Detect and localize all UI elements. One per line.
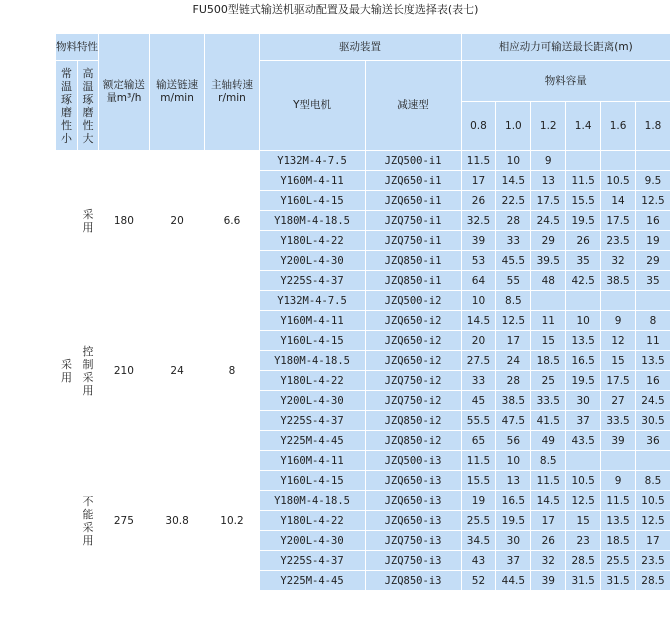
length-cell: 26 [531,531,565,550]
motor-cell: Y225S-4-37 [260,551,365,570]
length-cell: 43 [462,551,496,570]
reducer-cell: JZQ750-i3 [366,531,461,550]
length-cell: 10.5 [566,471,600,490]
length-cell: 9 [601,311,635,330]
length-cell: 47.5 [496,411,530,430]
length-cell: 14 [601,191,635,210]
header-material-volume: 物料容量 [462,61,670,101]
length-cell: 13.5 [601,511,635,530]
length-cell: 39 [601,431,635,450]
length-cell: 12.5 [636,191,670,210]
chain-speed-value: 20 [150,151,205,290]
length-cell: 28 [496,371,530,390]
length-cell: 12.5 [566,491,600,510]
length-cell: 10.5 [601,171,635,190]
length-cell: 24.5 [531,211,565,230]
length-cell: 8 [636,311,670,330]
length-cell: 23 [566,531,600,550]
motor-cell: Y160M-4-11 [260,451,365,470]
length-cell: 11.5 [462,151,496,170]
length-cell: 48 [531,271,565,290]
length-cell: 16 [636,211,670,230]
length-cell: 30.5 [636,411,670,430]
length-cell: 17 [496,331,530,350]
chain-speed-value: 24 [150,291,205,450]
length-cell: 49 [531,431,565,450]
motor-cell: Y160L-4-15 [260,191,365,210]
length-cell: 19.5 [566,371,600,390]
normal-temp-value: 采用 [56,151,77,590]
length-cell: 8.5 [636,471,670,490]
length-cell: 25.5 [462,511,496,530]
header-normal-temp: 常温琢磨性小 [56,61,77,150]
length-cell: 32.5 [462,211,496,230]
reducer-cell: JZQ850-i2 [366,411,461,430]
reducer-cell: JZQ750-i1 [366,231,461,250]
length-cell: 14.5 [462,311,496,330]
length-cell: 11.5 [566,171,600,190]
length-cell: 9 [531,151,565,170]
length-cell: 22.5 [496,191,530,210]
length-cell: 19 [462,491,496,510]
reducer-cell: JZQ850-i3 [366,571,461,590]
motor-cell: Y225S-4-37 [260,411,365,430]
length-cell: 28 [496,211,530,230]
reducer-cell: JZQ850-i2 [366,431,461,450]
length-cell: 17 [636,531,670,550]
length-cell [601,291,635,310]
length-cell: 9.5 [636,171,670,190]
length-cell: 56 [496,431,530,450]
length-cell: 15.5 [566,191,600,210]
reducer-cell: JZQ750-i3 [366,551,461,570]
motor-cell: Y225M-4-45 [260,571,365,590]
table-row [56,291,670,310]
motor-cell: Y160M-4-11 [260,311,365,330]
length-cell: 65 [462,431,496,450]
length-cell: 13 [496,471,530,490]
length-cell: 15.5 [462,471,496,490]
length-cell: 23.5 [601,231,635,250]
header-density-0: 0.8 [462,102,496,150]
length-cell: 33.5 [531,391,565,410]
reducer-cell: JZQ500-i2 [366,291,461,310]
header-spindle-speed: 主轴转速r/min [205,34,258,150]
reducer-cell: JZQ650-i3 [366,471,461,490]
motor-cell: Y180L-4-22 [260,231,365,250]
length-cell: 53 [462,251,496,270]
length-cell [601,151,635,170]
header-density-1: 1.0 [496,102,530,150]
motor-cell: Y180L-4-22 [260,371,365,390]
length-cell: 15 [531,331,565,350]
length-cell: 27 [601,391,635,410]
length-cell: 29 [636,251,670,270]
table-row [56,451,670,470]
length-cell: 19.5 [496,511,530,530]
reducer-cell: JZQ650-i1 [366,191,461,210]
reducer-cell: JZQ650-i2 [366,351,461,370]
length-cell: 17 [462,171,496,190]
reducer-cell: JZQ500-i3 [366,451,461,470]
motor-cell: Y132M-4-7.5 [260,291,365,310]
header-chain-speed: 输送链速m/min [150,34,205,150]
high-temp-value: 控制采用 [78,291,98,450]
header-reducer: 减速型 [366,61,461,150]
header-high-temp: 高温琢磨性大 [78,61,98,150]
length-cell [601,451,635,470]
length-cell: 10.5 [636,491,670,510]
length-cell: 16.5 [496,491,530,510]
length-cell: 39 [462,231,496,250]
length-cell [566,451,600,470]
motor-cell: Y160L-4-15 [260,331,365,350]
header-material-property: 物料特性 [56,34,98,60]
length-cell: 41.5 [531,411,565,430]
reducer-cell: JZQ750-i2 [366,371,461,390]
length-cell: 10 [496,451,530,470]
spec-table [55,33,671,591]
length-cell: 29 [531,231,565,250]
length-cell: 11.5 [601,491,635,510]
reducer-cell: JZQ850-i1 [366,271,461,290]
spindle-speed-value: 8 [205,291,258,450]
length-cell: 14.5 [496,171,530,190]
length-cell [636,151,670,170]
length-cell: 45.5 [496,251,530,270]
length-cell: 24 [496,351,530,370]
length-cell: 35 [636,271,670,290]
length-cell: 35 [566,251,600,270]
motor-cell: Y225M-4-45 [260,431,365,450]
length-cell [636,451,670,470]
length-cell: 19.5 [566,211,600,230]
length-cell: 13.5 [636,351,670,370]
length-cell: 30 [566,391,600,410]
length-cell: 10 [496,151,530,170]
chain-speed-value: 30.8 [150,451,205,590]
length-cell: 43.5 [566,431,600,450]
motor-cell: Y160M-4-11 [260,171,365,190]
motor-cell: Y180M-4-18.5 [260,351,365,370]
length-cell: 15 [601,351,635,370]
length-cell: 16 [636,371,670,390]
length-cell: 11.5 [531,471,565,490]
table-title: FU500型链式输送机驱动配置及最大输送长度选择表(表七) [192,3,479,16]
length-cell: 24.5 [636,391,670,410]
header-rated-capacity: 额定输送量m³/h [99,34,149,150]
length-cell: 23.5 [636,551,670,570]
length-cell: 8.5 [531,451,565,470]
length-cell: 19 [636,231,670,250]
header-motor: Y型电机 [260,61,365,150]
length-cell: 17.5 [531,191,565,210]
length-cell: 64 [462,271,496,290]
length-cell: 13 [531,171,565,190]
length-cell: 42.5 [566,271,600,290]
length-cell: 36 [636,431,670,450]
length-cell: 45 [462,391,496,410]
reducer-cell: JZQ850-i1 [366,251,461,270]
length-cell [531,291,565,310]
length-cell: 17.5 [601,211,635,230]
length-cell: 31.5 [601,571,635,590]
length-cell: 11 [636,331,670,350]
length-cell: 12.5 [636,511,670,530]
length-cell: 28.5 [566,551,600,570]
length-cell: 17.5 [601,371,635,390]
length-cell: 27.5 [462,351,496,370]
capacity-value: 210 [99,291,149,450]
header-density-2: 1.2 [531,102,565,150]
length-cell: 33.5 [601,411,635,430]
length-cell: 12 [601,331,635,350]
capacity-value: 275 [99,451,149,590]
length-cell: 13.5 [566,331,600,350]
length-cell: 32 [601,251,635,270]
length-cell: 39.5 [531,251,565,270]
length-cell: 37 [566,411,600,430]
length-cell: 9 [601,471,635,490]
length-cell: 17 [531,511,565,530]
spindle-speed-value: 10.2 [205,451,258,590]
motor-cell: Y180L-4-22 [260,511,365,530]
header-drive-device: 驱动装置 [260,34,461,60]
length-cell: 55.5 [462,411,496,430]
length-cell: 8.5 [496,291,530,310]
length-cell: 33 [496,231,530,250]
length-cell: 15 [566,511,600,530]
length-cell: 11 [531,311,565,330]
length-cell: 33 [462,371,496,390]
header-density-3: 1.4 [566,102,600,150]
motor-cell: Y200L-4-30 [260,251,365,270]
reducer-cell: JZQ750-i1 [366,211,461,230]
reducer-cell: JZQ500-i1 [366,151,461,170]
motor-cell: Y225S-4-37 [260,271,365,290]
high-temp-value: 不能采用 [78,451,98,590]
reducer-cell: JZQ650-i1 [366,171,461,190]
capacity-value: 180 [99,151,149,290]
length-cell: 44.5 [496,571,530,590]
length-cell: 14.5 [531,491,565,510]
motor-cell: Y132M-4-7.5 [260,151,365,170]
length-cell: 10 [462,291,496,310]
length-cell [566,291,600,310]
length-cell: 26 [566,231,600,250]
length-cell: 52 [462,571,496,590]
header-density-5: 1.8 [636,102,670,150]
length-cell: 34.5 [462,531,496,550]
length-cell: 18.5 [531,351,565,370]
length-cell: 55 [496,271,530,290]
length-cell: 18.5 [601,531,635,550]
motor-cell: Y200L-4-30 [260,531,365,550]
reducer-cell: JZQ650-i3 [366,491,461,510]
motor-cell: Y180M-4-18.5 [260,491,365,510]
header-max-length: 相应动力可输送最长距离(m) [462,34,670,60]
reducer-cell: JZQ650-i2 [366,311,461,330]
motor-cell: Y160L-4-15 [260,471,365,490]
length-cell: 11.5 [462,451,496,470]
high-temp-value: 采用 [78,151,98,290]
length-cell: 20 [462,331,496,350]
reducer-cell: JZQ750-i2 [366,391,461,410]
length-cell: 26 [462,191,496,210]
length-cell: 12.5 [496,311,530,330]
length-cell [636,291,670,310]
length-cell: 28.5 [636,571,670,590]
length-cell [566,151,600,170]
motor-cell: Y200L-4-30 [260,391,365,410]
length-cell: 30 [496,531,530,550]
motor-cell: Y180M-4-18.5 [260,211,365,230]
reducer-cell: JZQ650-i3 [366,511,461,530]
length-cell: 10 [566,311,600,330]
length-cell: 25 [531,371,565,390]
header-density-4: 1.6 [601,102,635,150]
length-cell: 31.5 [566,571,600,590]
length-cell: 37 [496,551,530,570]
length-cell: 25.5 [601,551,635,570]
spindle-speed-value: 6.6 [205,151,258,290]
length-cell: 38.5 [601,271,635,290]
length-cell: 16.5 [566,351,600,370]
length-cell: 39 [531,571,565,590]
length-cell: 38.5 [496,391,530,410]
length-cell: 32 [531,551,565,570]
reducer-cell: JZQ650-i2 [366,331,461,350]
table-row [56,151,670,170]
